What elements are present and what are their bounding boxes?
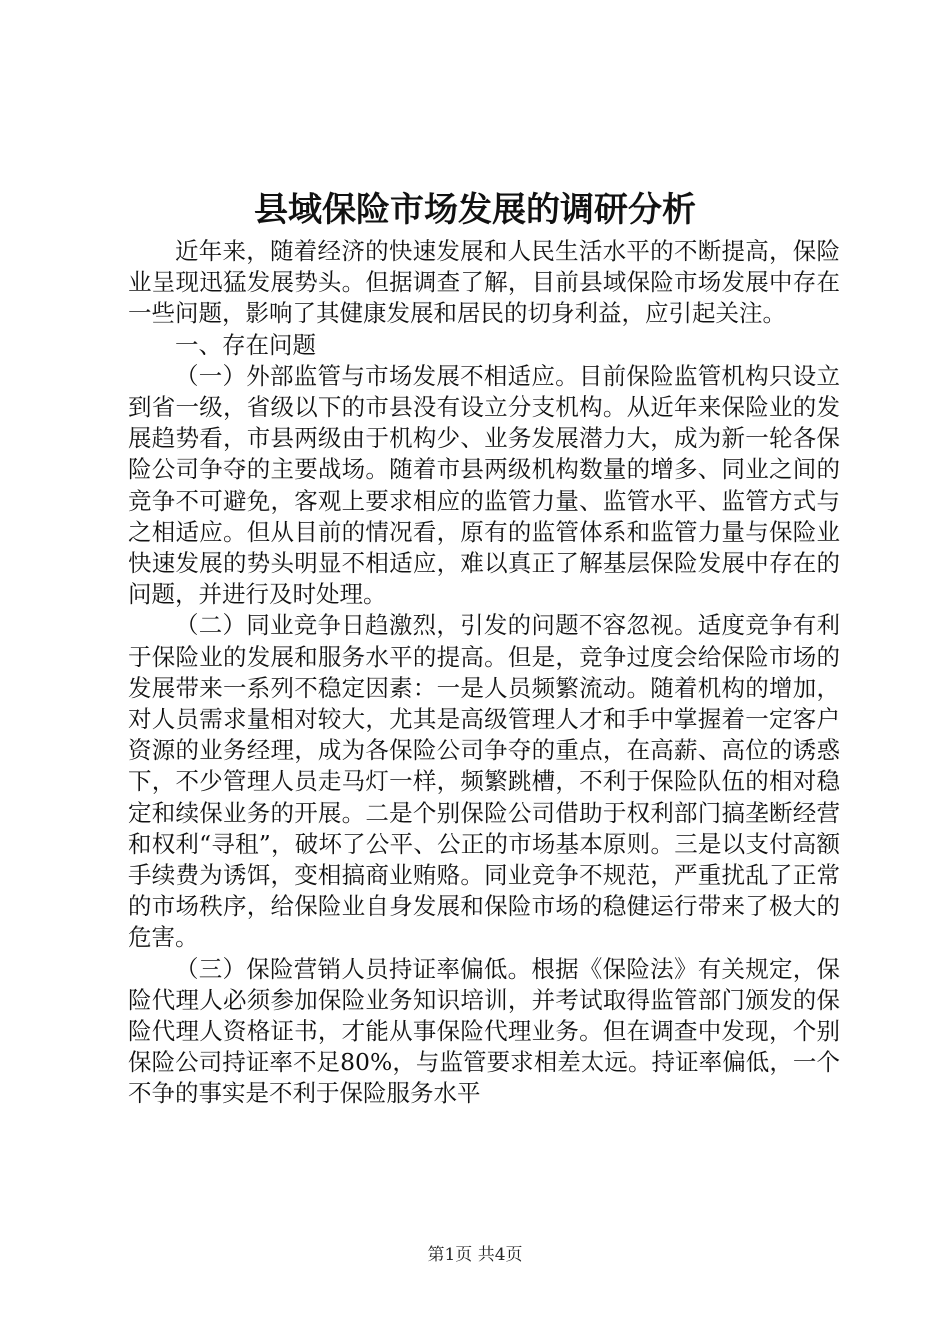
- intro-paragraph: 近年来，随着经济的快速发展和人民生活水平的不断提高，保险业呈现迅猛发展势头。但据调查了解，目前县域保险市场发展中存在一些问题，影响了其健康发展和居民的切身利益，应引起关注。: [128, 237, 840, 328]
- paragraph-certification: （三）保险营销人员持证率偏低。根据《保险法》有关规定，保险代理人必须参加保险业务知识培训，并考试取得监管部门颁发的保险代理人资格证书，才能从事保险代理业务。但在调查中发现，个别保险公司持证率不足80%，与监管要求相差太远。持证率偏低，一个不争的事实是不利于保险服务水平: [128, 954, 840, 1108]
- paragraph-competition: （二）同业竞争日趋激烈，引发的问题不容忽视。适度竞争有利于保险业的发展和服务水平的提高。但是，竞争过度会给保险市场的发展带来一系列不稳定因素：一是人员频繁流动。随着机构的增加，对人员需求量相对较大，尤其是高级管理人才和手中掌握着一定客户资源的业务经理，成为各保险公司争夺的重点，在高薪、高位的诱惑下，不少管理人员走马灯一样，频繁跳槽，不利于保险队伍的相对稳定和续保业务的开展。二是个别保险公司借助于权利部门搞垄断经营和权利“寻租”，破坏了公平、公正的市场基本原则。三是以支付高额手续费为诱饵，变相搞商业贿赂。同业竞争不规范，严重扰乱了正常的市场秩序，给保险业自身发展和保险市场的稳健运行带来了极大的危害。: [128, 611, 840, 952]
- document-body: [128, 236, 840, 1110]
- document-title: 县域保险市场发展的调研分析: [254, 190, 696, 230]
- section-heading-problems: 一、存在问题: [175, 330, 316, 359]
- page-footer: 第1页 共4页: [427, 1245, 523, 1265]
- paragraph-regulation: （一）外部监管与市场发展不相适应。目前保险监管机构只设立到省一级，省级以下的市县没有设立分支机构。从近年来保险业的发展趋势看，市县两级由于机构少、业务发展潜力大，成为新一轮各保险公司争夺的主要战场。随着市县两级机构数量的增多、同业之间的竞争不可避免，客观上要求相应的监管力量、监管水平、监管方式与之相适应。但从目前的情况看，原有的监管体系和监管力量与保险业快速发展的势头明显不相适应，难以真正了解基层保险发展中存在的问题，并进行及时处理。: [128, 361, 840, 609]
